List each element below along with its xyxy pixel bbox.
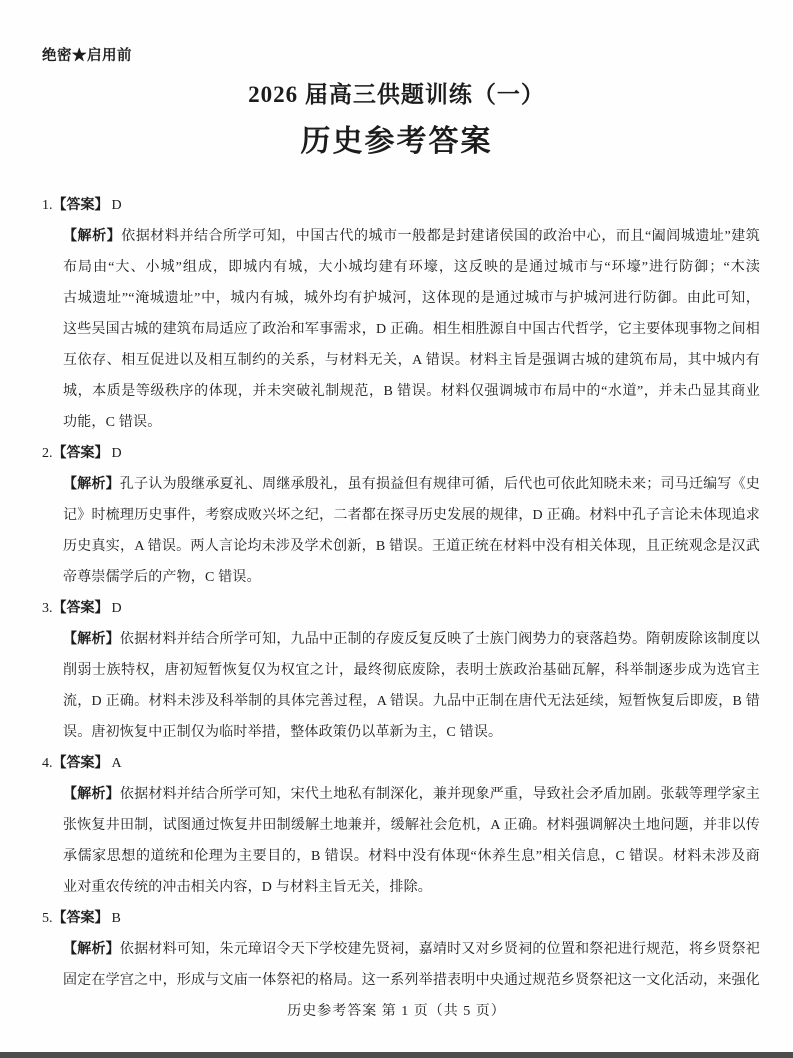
- analysis-text: 依据材料可知，朱元璋诏令天下学校建先贤祠，嘉靖时又对乡贤祠的位置和祭祀进行规范，将乡贤祭祀: [119, 942, 760, 957]
- page-footer: 历史参考答案 第 1 页（共 5 页）: [287, 1004, 506, 1019]
- analysis-line: 削弱士族特权，唐初短暂恢复仅为权宜之计，最终彻底废除，表明士族政治基础瓦解，科举制逐步成为选官主: [63, 663, 760, 678]
- analysis-label: 【解析】: [63, 632, 120, 647]
- analysis-line: 固定在学宫之中，形成与文庙一体祭祀的格局。这一系列举措表明中央通过规范乡贤祭祀这一文化活动，来强化: [63, 973, 760, 988]
- analysis-line: 这些吴国古城的建筑布局适应了政治和军事需求，D 正确。相生相胜源自中国古代哲学，它主要体现事物之间相: [63, 322, 760, 337]
- analysis-text: 依据材料并结合所学可知，中国古代的城市一般都是封建诸侯国的政治中心，而且“阖闾城遗址”建筑: [121, 229, 760, 244]
- analysis-line: [63, 779, 760, 810]
- answer-value: D: [111, 198, 122, 213]
- answer-line: [42, 593, 760, 624]
- analysis-label: 【解析】: [63, 942, 120, 957]
- analysis-line: [63, 469, 760, 500]
- analysis-line: 张恢复井田制，试图通过恢复井田制缓解土地兼并，缓解社会危机，A 正确。材料强调解决土地问题，并非以传: [63, 818, 760, 833]
- exam-title: 2026 届高三供题训练（一）: [248, 82, 545, 107]
- analysis-label: 【解析】: [63, 477, 120, 492]
- analysis-line: 流，D 正确。材料未涉及科举制的具体完善过程，A 错误。九品中正制在唐代无法延续，短暂恢复后即废，B 错: [63, 694, 760, 709]
- question-number: 3.: [42, 601, 53, 616]
- analysis-line: 承儒家思想的道统和伦理为主要目的，B 错误。材料中没有体现“休养生息”相关信息，C 错误。材料未涉及商: [63, 849, 760, 864]
- question-block-5: [42, 903, 760, 996]
- analysis-line: 互依存、相互促进以及相互制约的关系，与材料无关，A 错误。材料主旨是强调古城的建筑布局，其中城内有: [63, 353, 760, 368]
- question-block-3: [42, 593, 760, 748]
- analysis-text: 依据材料并结合所学可知，九品中正制的存废反复反映了士族门阀势力的衰落趋势。隋朝废除该制度以: [119, 632, 760, 647]
- analysis-label: 【解析】: [63, 229, 122, 244]
- analysis-label: 【解析】: [63, 787, 120, 802]
- question-number: 5.: [42, 911, 53, 926]
- analysis-text: 依据材料并结合所学可知，宋代土地私有制深化，兼并现象严重，导致社会矛盾加剧。张载等理学家主: [119, 787, 760, 802]
- answer-value: B: [111, 911, 121, 926]
- answer-line: [42, 748, 760, 779]
- analysis-line: 记》时梳理历史事件，考察成败兴坏之纪，二者都在探寻历史发展的规律，D 正确。材料中孔子言论未体现追求: [63, 508, 760, 523]
- answers-content: [42, 190, 760, 996]
- answer-line: [42, 438, 760, 469]
- answer-label: 【答案】: [52, 446, 109, 461]
- answer-value: D: [111, 446, 122, 461]
- answer-label: 【答案】: [52, 756, 109, 771]
- question-block-1: [42, 190, 760, 438]
- analysis-line: [63, 934, 760, 965]
- analysis-line: 业对重农传统的冲击相关内容，D 与材料主旨无关，排除。: [63, 880, 433, 895]
- question-number: 1.: [42, 198, 53, 213]
- question-number: 2.: [42, 446, 53, 461]
- analysis-line: 布局由“大、小城”组成，即城内有城，大小城均建有环壕，这反映的是通过城市与“环壕”进行防御；“木渎: [63, 260, 760, 275]
- analysis-line: 历史真实，A 错误。两人言论均未涉及学术创新，B 错误。王道正统在材料中没有相关体现，且正统观念是汉武: [63, 539, 760, 554]
- answer-label: 【答案】: [52, 198, 109, 213]
- answer-line: [42, 903, 760, 934]
- analysis-line: 误。唐初恢复中正制仅为临时举措，整体政策仍以革新为主，C 错误。: [63, 725, 503, 740]
- answer-value: D: [111, 601, 122, 616]
- classification-marking: 绝密★启用前: [42, 48, 132, 64]
- analysis-line: 古城遗址”“淹城遗址”中，城内有城，城外均有护城河，这体现的是通过城市与护城河进行防御。由此可知，: [63, 291, 760, 306]
- question-number: 4.: [42, 756, 53, 771]
- question-block-2: [42, 438, 760, 593]
- subject-title: 历史参考答案: [300, 125, 493, 158]
- analysis-line: 城，本质是等级秩序的体现，并未突破礼制规范，B 错误。材料仅强调城市布局中的“水道”，并未凸显其商业: [63, 384, 760, 399]
- scan-edge-bar: [0, 1052, 793, 1058]
- analysis-line: [63, 221, 760, 252]
- analysis-text: 孔子认为殷继承夏礼、周继承殷礼，虽有损益但有规律可循，后代也可依此知晓未来；司马迁编写《史: [119, 477, 760, 492]
- answer-value: A: [111, 756, 122, 771]
- analysis-line: 功能，C 错误。: [63, 415, 162, 430]
- answer-label: 【答案】: [52, 911, 109, 926]
- analysis-line: 帝尊崇儒学后的产物，C 错误。: [63, 570, 261, 585]
- answer-line: [42, 190, 760, 221]
- answer-label: 【答案】: [52, 601, 109, 616]
- question-block-4: [42, 748, 760, 903]
- analysis-line: [63, 624, 760, 655]
